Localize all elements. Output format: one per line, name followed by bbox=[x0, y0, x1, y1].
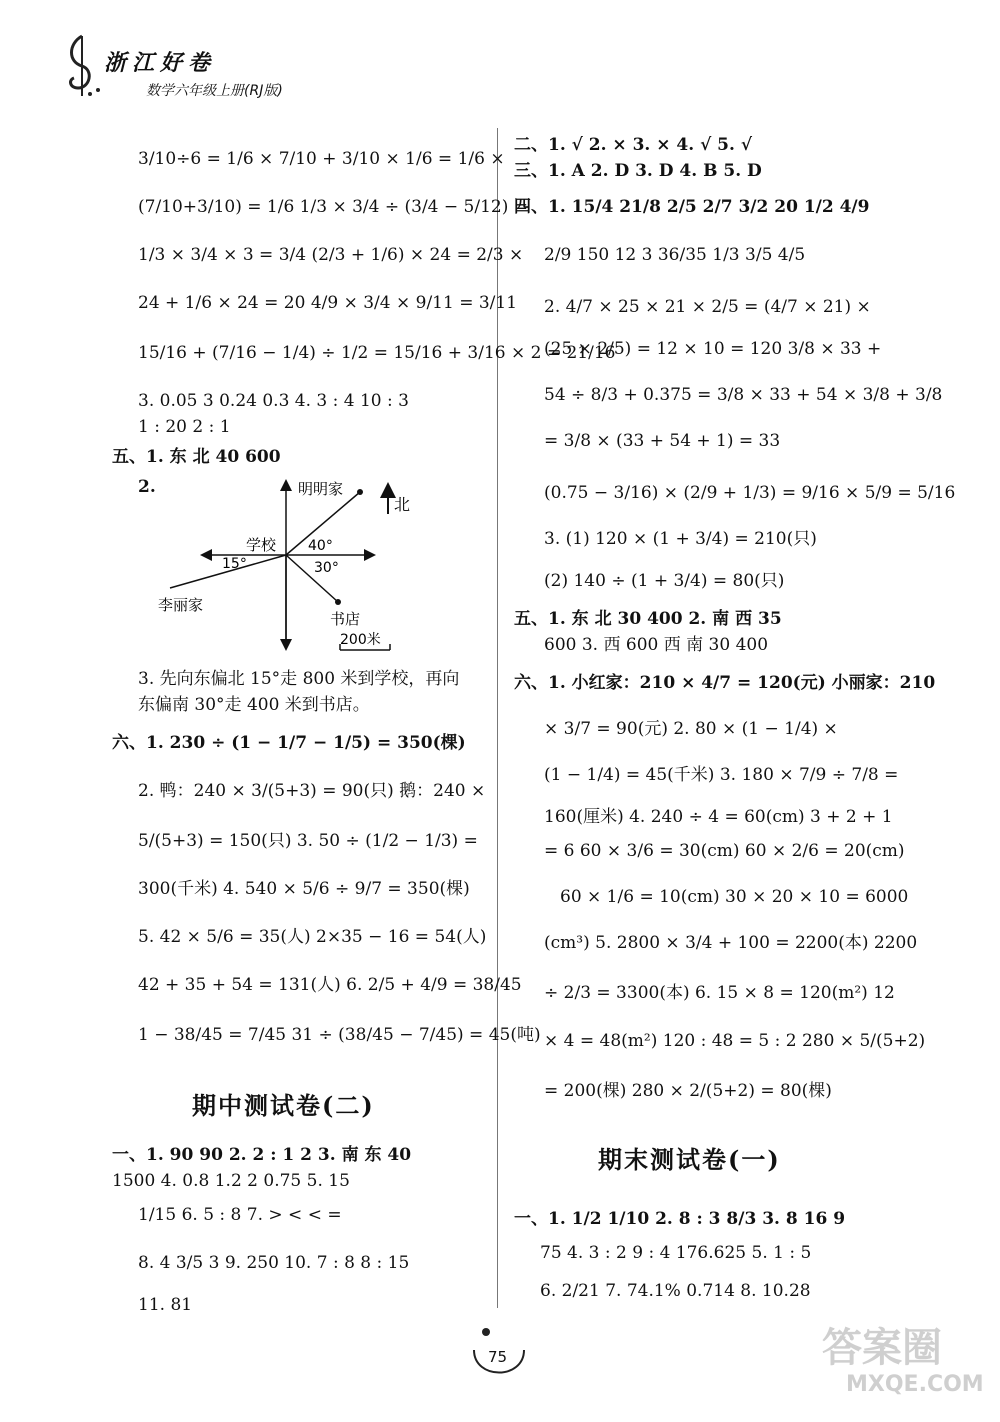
answer-line: 2/9 150 12 3 36/35 1/3 3/5 4/5 bbox=[544, 245, 806, 265]
answer-line: 四、1. 15/4 21/8 2/5 2/7 3/2 20 1/2 4/9 bbox=[514, 197, 870, 217]
brand-title: 浙江好卷 bbox=[104, 51, 217, 76]
answer-line: 3. 先向东偏北 15°走 800 米到学校，再向 bbox=[138, 669, 460, 689]
label-north: 北 bbox=[394, 495, 411, 514]
answer-line: 15/16 + (7/16 − 1/4) ÷ 1/2 = 15/16 + 3/16 × 2 = 21/16 bbox=[138, 343, 616, 363]
answer-line: 6. 2/21 7. 74.1% 0.714 8. 10.28 bbox=[540, 1281, 811, 1301]
answer-line: 五、1. 东 北 40 600 bbox=[112, 447, 281, 467]
direction-diagram bbox=[150, 470, 470, 670]
answer-line: 六、1. 230 ÷ (1 − 1/7 − 1/5) = 350(棵) bbox=[112, 733, 466, 753]
answer-line: 160(厘米) 4. 240 ÷ 4 = 60(cm) 3 + 2 + 1 bbox=[544, 807, 893, 827]
answer-line: = 6 60 × 3/6 = 30(cm) 60 × 2/6 = 20(cm) bbox=[544, 841, 905, 861]
answer-line: 2. 鸭：240 × 3/(5+3) = 90(只) 鹅：240 × bbox=[138, 781, 486, 801]
section-title-final-1: 期末测试卷(一) bbox=[598, 1145, 781, 1174]
label-bookstore: 书店 bbox=[330, 610, 361, 628]
answer-line: 75 4. 3 : 2 9 : 4 176.625 5. 1 : 5 bbox=[540, 1243, 812, 1263]
answer-line: 54 ÷ 8/3 + 0.375 = 3/8 × 33 + 54 × 3/8 + 3/8 bbox=[544, 385, 943, 405]
book-subtitle: 数学六年级上册(RJ版) bbox=[146, 83, 283, 99]
answer-line: 一、1. 90 90 2. 2 : 1 2 3. 南 东 40 bbox=[112, 1145, 412, 1165]
answer-line: 5. 42 × 5/6 = 35(人) 2×35 − 16 = 54(人) bbox=[138, 927, 487, 947]
label-angle-40: 40° bbox=[308, 538, 333, 554]
answer-line: 五、1. 东 北 30 400 2. 南 西 35 bbox=[514, 609, 782, 629]
answer-line: 3. (1) 120 × (1 + 3/4) = 210(只) bbox=[544, 529, 817, 549]
answer-line: (7/10+3/10) = 1/6 1/3 × 3/4 ÷ (3/4 − 5/12) = bbox=[138, 197, 528, 217]
answer-line: 1/3 × 3/4 × 3 = 3/4 (2/3 + 1/6) × 24 = 2/3 × bbox=[138, 245, 524, 265]
answer-line: 东偏南 30°走 400 米到书店。 bbox=[138, 695, 370, 715]
answer-line: = 200(棵) 280 × 2/(5+2) = 80(棵) bbox=[544, 1081, 832, 1101]
answer-line: 600 3. 西 600 西 南 30 400 bbox=[544, 635, 769, 655]
answer-line: = 3/8 × (33 + 54 + 1) = 33 bbox=[544, 431, 781, 451]
answer-line: (25 × 2/5) = 12 × 10 = 120 3/8 × 33 + bbox=[544, 339, 882, 359]
answer-line: (cm³) 5. 2800 × 3/4 + 100 = 2200(本) 2200 bbox=[544, 933, 918, 953]
label-scale: 200米 bbox=[340, 632, 381, 648]
answer-line: 60 × 1/6 = 10(cm) 30 × 20 × 10 = 6000 bbox=[560, 887, 909, 907]
label-angle-30: 30° bbox=[314, 560, 339, 576]
label-lili: 李丽家 bbox=[158, 596, 204, 614]
answer-line: 1500 4. 0.8 1.2 2 0.75 5. 15 bbox=[112, 1171, 350, 1191]
answer-line: 1 − 38/45 = 7/45 31 ÷ (38/45 − 7/45) = 45(吨) bbox=[138, 1025, 541, 1045]
answer-line: ÷ 2/3 = 3300(本) 6. 15 × 8 = 120(m²) 12 bbox=[544, 983, 895, 1003]
answer-line: 8. 4 3/5 3 9. 250 10. 7 : 8 8 : 15 bbox=[138, 1253, 410, 1273]
answer-line: 1/15 6. 5 : 8 7. > < < = bbox=[138, 1205, 342, 1225]
section-title-midterm-2: 期中测试卷(二) bbox=[192, 1091, 375, 1120]
answer-line: 1 : 20 2 : 1 bbox=[138, 417, 231, 437]
watermark-url: MXQE.COM bbox=[846, 1372, 984, 1397]
music-note-logo-icon bbox=[60, 32, 104, 102]
answer-line: 5/(5+3) = 150(只) 3. 50 ÷ (1/2 − 1/3) = bbox=[138, 831, 478, 851]
label-school: 学校 bbox=[246, 536, 277, 554]
answer-line: 六、1. 小红家：210 × 4/7 = 120(元) 小丽家：210 bbox=[514, 673, 936, 693]
answer-line: 2. bbox=[138, 477, 156, 497]
watermark-logo: 答案圈 bbox=[822, 1325, 942, 1371]
answer-line: (2) 140 ÷ (1 + 3/4) = 80(只) bbox=[544, 571, 785, 591]
answer-line: 300(千米) 4. 540 × 5/6 ÷ 9/7 = 350(棵) bbox=[138, 879, 470, 899]
answer-line: 一、1. 1/2 1/10 2. 8 : 3 8/3 3. 8 16 9 bbox=[514, 1209, 846, 1229]
answer-line: 二、1. √ 2. × 3. × 4. √ 5. √ bbox=[514, 135, 753, 155]
answer-line: 2. 4/7 × 25 × 21 × 2/5 = (4/7 × 21) × bbox=[544, 297, 871, 317]
answer-line: 11. 81 bbox=[138, 1295, 193, 1315]
answer-line: 三、1. A 2. D 3. D 4. B 5. D bbox=[514, 161, 762, 181]
label-angle-15: 15° bbox=[222, 556, 247, 572]
answer-line: 3. 0.05 3 0.24 0.3 4. 3 : 4 10 : 3 bbox=[138, 391, 409, 411]
answer-line: (0.75 − 3/16) × (2/9 + 1/3) = 9/16 × 5/9 = 5/16 bbox=[544, 483, 956, 503]
answer-line: × 3/7 = 90(元) 2. 80 × (1 − 1/4) × bbox=[544, 719, 838, 739]
answer-line: 24 + 1/6 × 24 = 20 4/9 × 3/4 × 9/11 = 3/11 bbox=[138, 293, 518, 313]
label-mingming: 明明家 bbox=[298, 480, 344, 498]
answer-line: × 4 = 48(m²) 120 : 48 = 5 : 2 280 × 5/(5+2) bbox=[544, 1031, 926, 1051]
answer-line: 42 + 35 + 54 = 131(人) 6. 2/5 + 4/9 = 38/45 bbox=[138, 975, 522, 995]
answer-line: (1 − 1/4) = 45(千米) 3. 180 × 7/9 ÷ 7/8 = bbox=[544, 765, 899, 785]
answer-line: 3/10÷6 = 1/6 × 7/10 + 3/10 × 1/6 = 1/6 × bbox=[138, 149, 505, 169]
page-number: 75 bbox=[488, 1348, 508, 1366]
